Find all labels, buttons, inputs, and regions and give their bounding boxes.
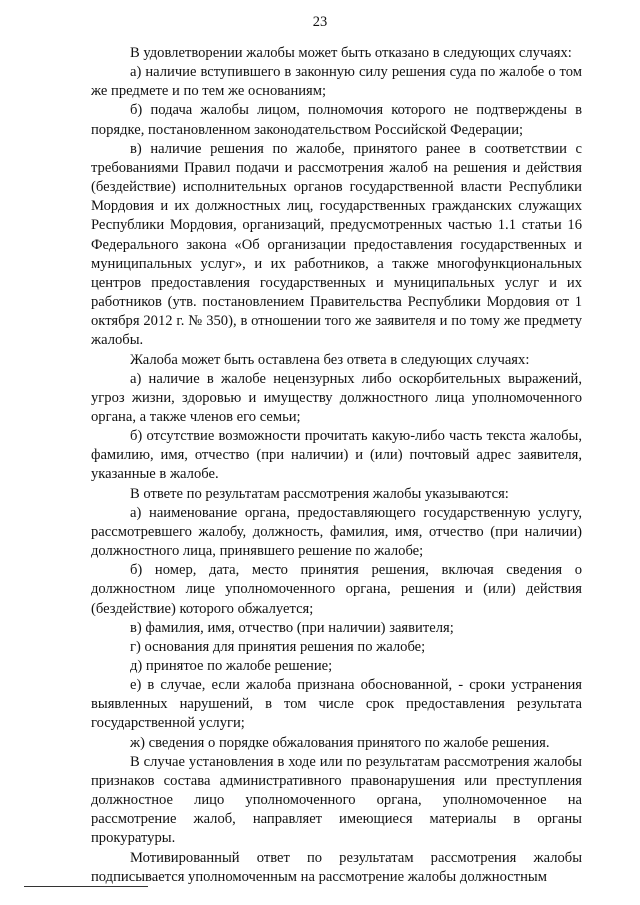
paragraph-refusal-intro: В удовлетворении жалобы может быть отказано в следующих случаях: [130,45,572,61]
paragraph-refusal-a: а) наличие вступившего в законную силу решения суда по жалобе о том же предмете и по тем же основаниям; [91,64,582,100]
page-number: 23 [312,14,328,30]
footer-rule [24,886,148,887]
paragraph-signature: Мотивированный ответ по результатам рассмотрения жалобы подписывается уполномоченным на рассмотрение жалобы должностным [91,849,582,885]
document-body [91,44,582,887]
paragraph-answer-c: в) фамилия, имя, отчество (при наличии) заявителя; [130,619,454,636]
paragraph-refusal-b: б) подача жалобы лицом, полномочия которого не подтверждены в порядке, постановленном законодательством Российской Федерации; [91,102,582,138]
paragraph-prosecution: В случае установления в ходе или по результатам рассмотрения жалобы признаков состава административного правонарушения или преступления должностное лицо уполномоченного органа, уполномоченное на рассмотрение жалоб, направляет имеющиеся материалы в органы прокуратуры. [91,753,582,847]
paragraph-answer-e: д) принятое по жалобе решение; [130,658,333,674]
paragraph-answer-d: г) основания для принятия решения по жалобе; [130,638,426,655]
paragraph-answer-f: е) в случае, если жалоба признана обоснованной, - сроки устранения выявленных нарушений, в том числе срок предоставления результата государственной услуги; [91,677,582,732]
paragraph-answer-g: ж) сведения о порядке обжалования принятого по жалобе решения. [130,734,550,751]
paragraph-answer-intro: В ответе по результатам рассмотрения жалобы указываются: [130,485,509,502]
paragraph-refusal-c: в) наличие решения по жалобе, принятого ранее в соответствии с требованиями Правил подачи и рассмотрения жалоб на решения и действия (бездействие) исполнительных органов государственной власти Республики Мордовия и их должностных лиц, государственных гражданских служащих Республики Мордовия, организаций, предусмотренных частью 1.1 статьи 16 Федерального закона «Об организации предоставления государственных и муниципальных услуг», и их работников, а также многофункциональных центров предоставления государственных и муниципальных услуг и их работников (утв. постановлением Правительства Республики Мордовия от 1 октября 2012 г. № 350), в отношении того же заявителя и по тому же предмету жалобы. [91,140,582,349]
paragraph-no-answer-a: а) наличие в жалобе нецензурных либо оскорбительных выражений, угроз жизни, здоровью и имуществу должностного лица уполномоченного органа, а также членов его семьи; [91,370,582,425]
paragraph-no-answer-intro: Жалоба может быть оставлена без ответа в следующих случаях: [130,351,530,368]
paragraph-no-answer-b: б) отсутствие возможности прочитать какую-либо часть текста жалобы, фамилию, имя, отчество (при наличии) и (или) почтовый адрес заявителя, указанные в жалобе. [91,428,582,483]
paragraph-answer-a: а) наименование органа, предоставляющего государственную услугу, рассмотревшего жалобу, должность, фамилия, имя, отчество (при наличии) должностного лица, принявшего решение по жалобе; [91,504,582,560]
paragraph-answer-b: б) номер, дата, место принятия решения, включая сведения о должностном лице уполномоченного органа, решения и (или) действия (бездействие) которого обжалуется; [91,562,582,617]
